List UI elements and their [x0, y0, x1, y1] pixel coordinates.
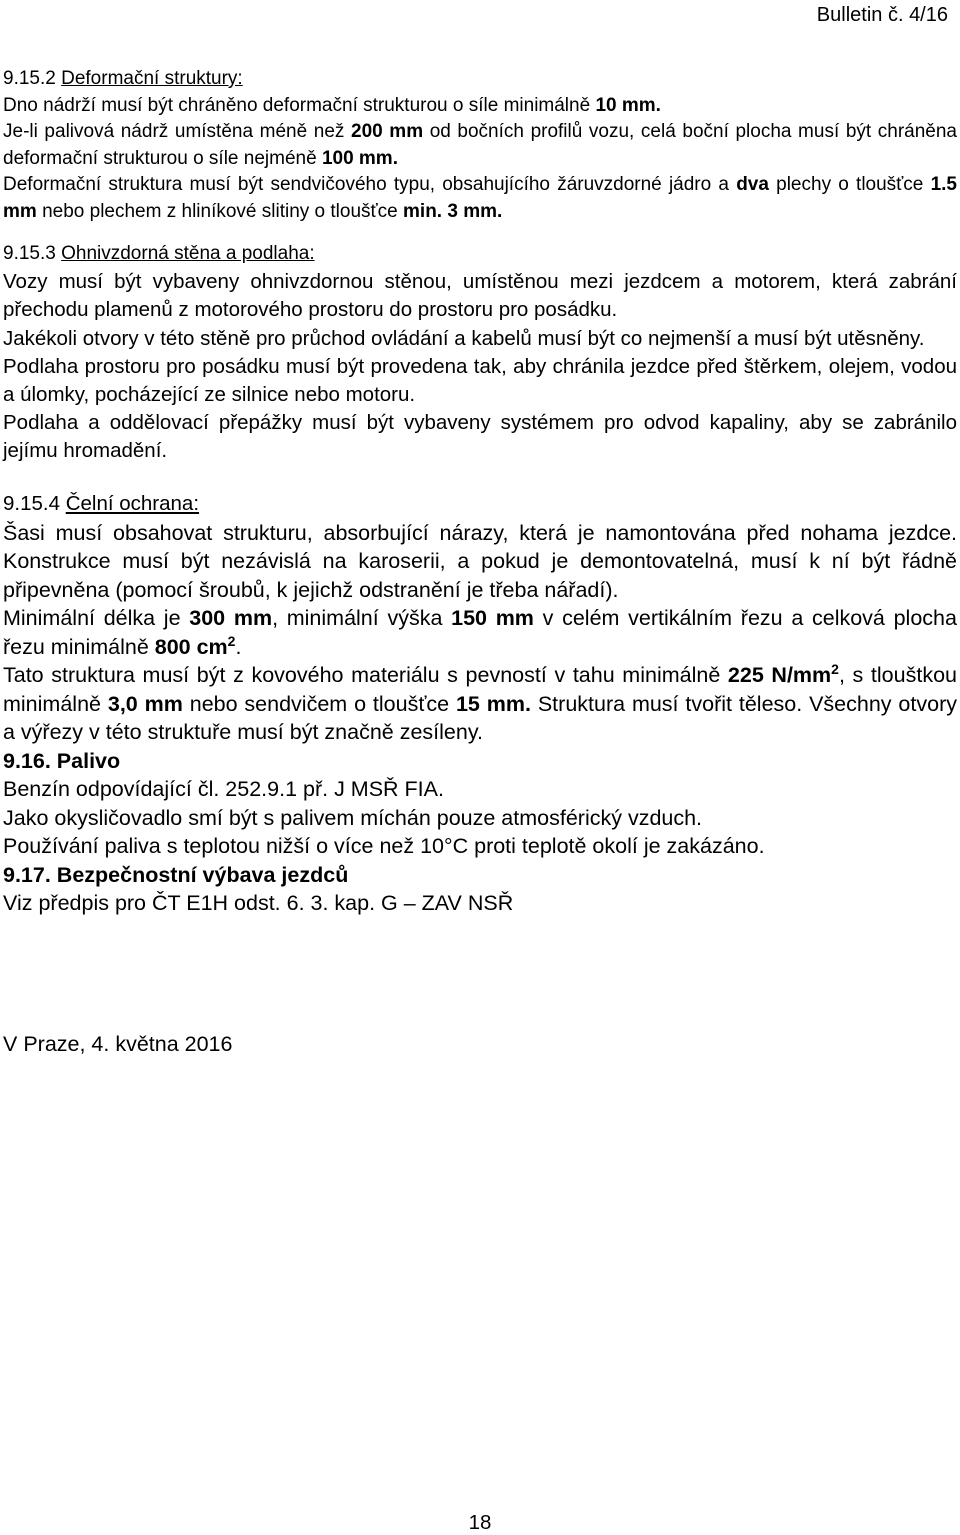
section-title — [3, 240, 957, 268]
page-number: 18 — [468, 1511, 492, 1534]
section-heading: Deformační struktury: — [61, 68, 243, 89]
paragraph: Podlaha a oddělovací přepážky musí být vybaveny systémem pro odvod kapaliny, aby se zabránilo jejímu hromadění. — [3, 411, 957, 463]
section-9-15-2 — [3, 66, 957, 225]
bulletin-header: Bulletin č. 4/16 — [816, 4, 948, 26]
paragraph: Minimální délka je 300 mm, minimální výška 150 mm v celém vertikálním řezu a celková plocha řezu minimálně 800 $cm^2$. — [3, 606, 957, 659]
section-9-15-4 — [3, 490, 957, 918]
section-title — [3, 490, 957, 519]
section-9-15-3 — [3, 240, 957, 466]
paragraph: Používání paliva s teplotou nižší o více než 10°C proti teplotě okolí je zakázáno. — [3, 834, 765, 858]
section-9-16-heading: 9.16. Palivo — [3, 748, 121, 773]
paragraph: Deformační struktura musí být sendvičového typu, obsahujícího žáruvzdorné jádro a dva plechy o tloušťce 1.5 mm nebo plechem z hliníkové slitiny o tloušťce min. 3 mm. — [3, 174, 957, 222]
section-number: 9.15.2 — [3, 68, 62, 89]
paragraph: Jakékoli otvory v této stěně pro průchod ovládání a kabelů musí být co nejmenší a musí být utěsněny. — [3, 326, 925, 350]
paragraph: Šasi musí obsahovat strukturu, absorbující nárazy, která je namontována před nohama jezdce. Konstrukce musí být nezávislá na karoserii, a pokud je demontovatelná, musí k ní být řádně připevněna (pomocí šroubů, k jejichž odstranění je třeba nářadí). — [3, 520, 957, 602]
section-title — [3, 66, 957, 93]
section-number: 9.15.4 — [3, 492, 66, 515]
paragraph: Vozy musí být vybaveny ohnivzdornou stěnou, umístěnou mezi jezdcem a motorem, která zabrání přechodu plamenů z motorového prostoru do prostoru pro posádku. — [3, 270, 957, 322]
paragraph: Tato struktura musí být z kovového materiálu s pevností v tahu minimálně 225 $N/mm^2$, s tlouštkou minimálně 3,0 mm nebo sendvičem o tloušťce 15 mm. Struktura musí tvořit těleso. Všechny otvory a výřezy v této struktuře musí být značně zesíleny. — [3, 660, 957, 744]
paragraph: Benzín odpovídající čl. 252.9.1 př. J MSŘ FIA. — [3, 777, 444, 801]
section-number: 9.15.3 — [3, 243, 62, 264]
section-9-17-heading: 9.17. Bezpečnostní výbava jezdců — [3, 862, 349, 887]
paragraph: Podlaha prostoru pro posádku musí být provedena tak, aby chránila jezdce před štěrkem, olejem, vodou a úlomky, pocházející ze silnice nebo motoru. — [3, 354, 957, 407]
paragraph: Dno nádrží musí být chráněno deformační strukturou o síle minimálně 10 mm. — [3, 94, 661, 116]
paragraph: Jako okysličovadlo smí být s palivem míchán pouze atmosférický vzduch. — [3, 805, 703, 830]
section-heading: Čelní ochrana: — [65, 492, 200, 515]
document-date: V Praze, 4. května 2016 — [3, 1032, 233, 1056]
paragraph: Je-li palivová nádrž umístěna méně než 200 mm od bočních profilů vozu, celá boční plocha musí být chráněna deformační strukturou o síle nejméně 100 mm. — [3, 121, 958, 169]
paragraph: Viz předpis pro ČT E1H odst. 6. 3. kap. G – ZAV NSŘ — [3, 891, 514, 915]
section-heading: Ohnivzdorná stěna a podlaha: — [61, 243, 315, 264]
